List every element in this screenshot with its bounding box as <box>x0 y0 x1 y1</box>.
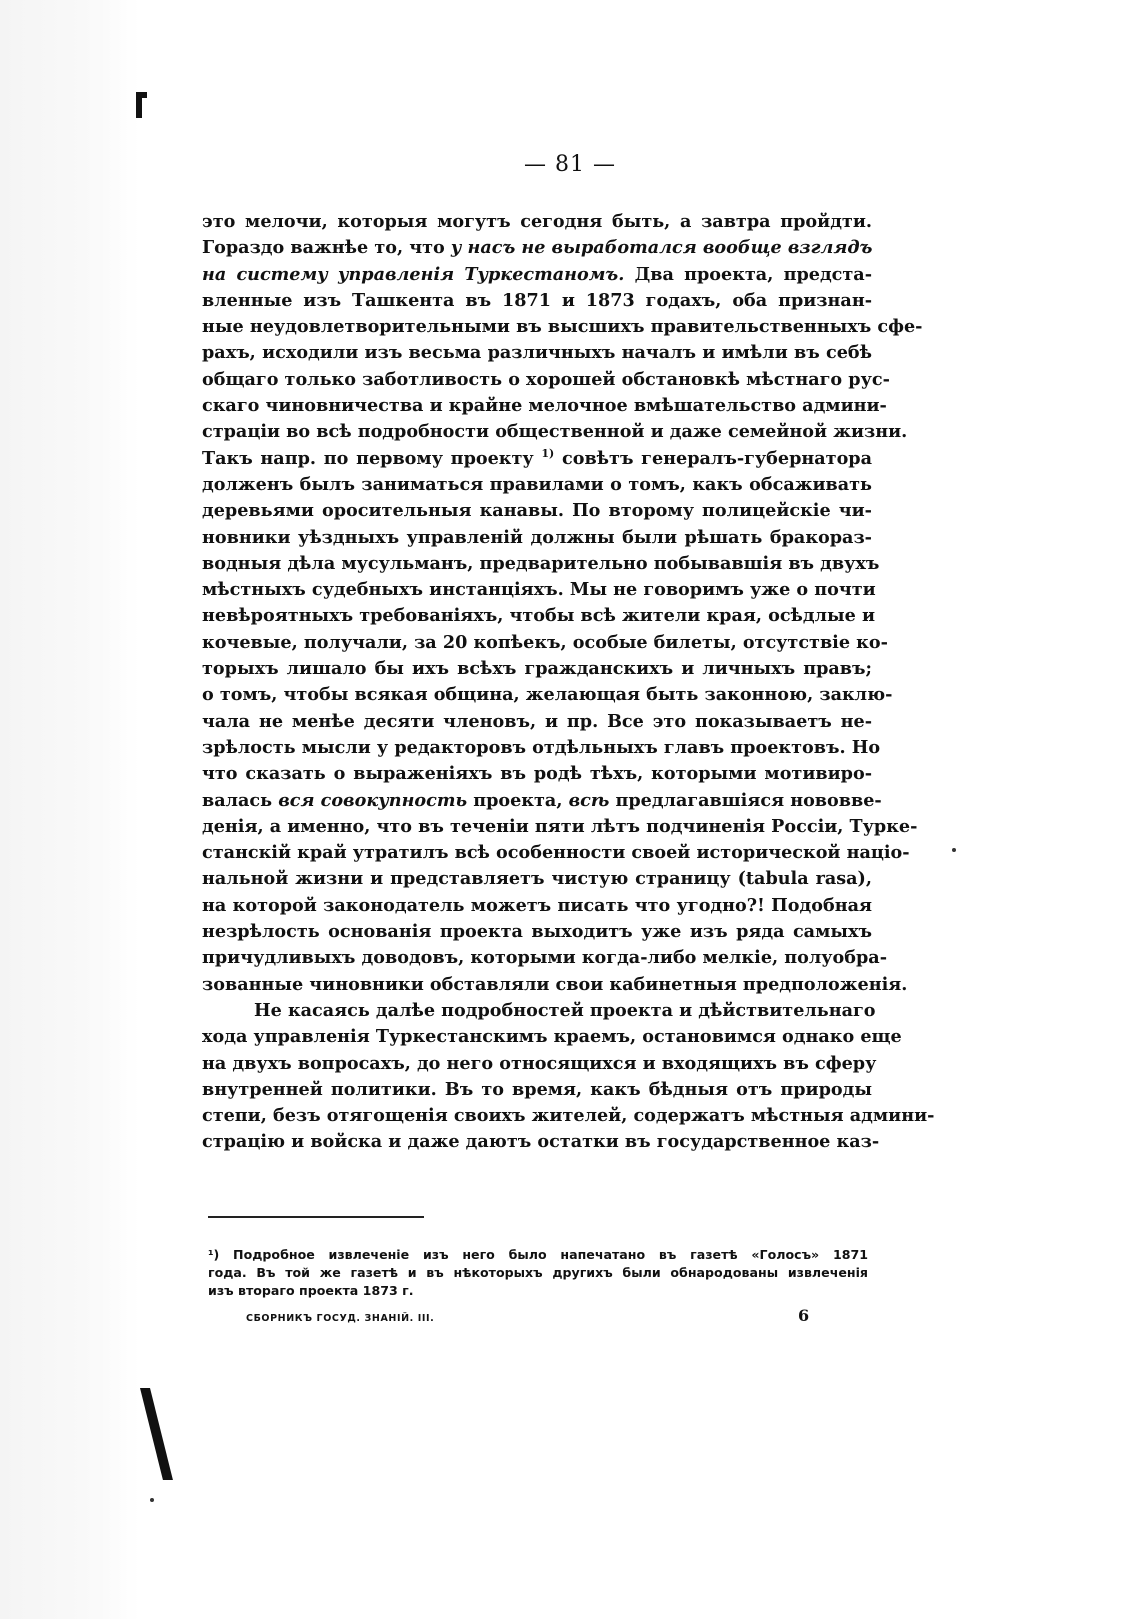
text-run: чала не менѣе десяти членовъ, и пр. Все это показываетъ не- <box>202 710 872 732</box>
text-run: денія, а именно, что въ теченіи пяти лѣтъ подчиненія Россіи, Турке- <box>202 815 918 837</box>
text-line <box>202 893 872 919</box>
italic-run: всѣ <box>568 789 610 811</box>
text-line <box>202 577 876 603</box>
text-run: нальной жизни и представляетъ чистую страницу (tabula rasa), <box>202 868 872 890</box>
main-text <box>202 209 935 1156</box>
text-line <box>202 972 908 998</box>
text-line <box>202 814 918 840</box>
text-run: ные неудовлетворительными въ высшихъ правительственныхъ сфе- <box>202 316 923 338</box>
text-run: новники уѣздныхъ управленій должны были рѣшать бракораз- <box>202 526 872 548</box>
footnote-line: года. Въ той же газетѣ и въ нѣкоторыхъ другихъ были обнародованы извлеченія <box>208 1265 868 1280</box>
text-line <box>202 1024 902 1050</box>
text-run: зрѣлость мысли у редакторовъ отдѣльныхъ главъ проектовъ. Но <box>202 736 881 758</box>
text-line <box>202 288 872 314</box>
text-line <box>202 1103 935 1129</box>
text-line <box>202 709 872 735</box>
text-run: степи, безъ отягощенія своихъ жителей, содержатъ мѣстныя админи- <box>202 1105 935 1127</box>
text-run: кочевые, получали, за 20 копѣекъ, особые билеты, отсутствіе ко- <box>202 631 888 653</box>
text-run: долженъ былъ заниматься правилами о томъ, какъ обсаживать <box>202 473 872 495</box>
text-line <box>202 919 872 945</box>
text-run: невѣроятныхъ требованіяхъ, чтобы всѣ жители края, осѣдлые и <box>202 605 876 627</box>
text-line <box>202 998 876 1024</box>
text-run: Гораздо важнѣе то, что <box>202 237 451 259</box>
text-run: Два проекта, предста- <box>624 263 872 285</box>
printers-signature: СБОРНИКЪ ГОСУД. ЗНАНІЙ. III. <box>246 1313 435 1324</box>
text-run: это мелочи, которыя могутъ сегодня быть, а завтра пройдти. <box>202 211 872 232</box>
text-run: рахъ, исходили изъ весьма различныхъ началъ и имѣли въ себѣ <box>202 342 872 364</box>
text-run: что сказать о выраженіяхъ въ родѣ тѣхъ, которыми мотивиро- <box>202 763 872 785</box>
scan-corner-mark <box>136 92 142 118</box>
footnote <box>208 1246 868 1300</box>
text-line <box>202 498 872 524</box>
text-line <box>202 419 908 445</box>
text-line <box>202 761 872 787</box>
text-line <box>202 630 888 656</box>
text-line <box>202 682 893 708</box>
text-run: водныя дѣла мусульманъ, предварительно побывавшія въ двухъ <box>202 552 880 574</box>
text-line <box>202 446 872 472</box>
text-run: вленные изъ Ташкента въ 1871 и 1873 годахъ, оба признан- <box>202 289 872 311</box>
text-run: о томъ, чтобы всякая община, желающая быть законною, заклю- <box>202 684 893 706</box>
italic-run: у насъ не выработался вообще взглядъ <box>450 237 873 259</box>
text-line <box>202 367 890 393</box>
text-run: внутренней политики. Въ то время, какъ бѣдныя отъ природы <box>202 1078 872 1100</box>
text-line <box>202 340 872 366</box>
text-line <box>202 1129 880 1155</box>
page-number: — 81 — <box>524 152 616 177</box>
text-run: на которой законодатель можетъ писать что угодно?! Подобная <box>202 894 872 916</box>
scan-edge-stroke <box>140 1388 173 1480</box>
text-run: валась <box>202 789 279 811</box>
scan-speck <box>150 1498 154 1502</box>
text-line <box>202 551 880 577</box>
text-run: мѣстныхъ судебныхъ инстанціяхъ. Мы не говоримъ уже о почти <box>202 579 876 601</box>
text-line <box>202 393 887 419</box>
text-line <box>202 209 872 235</box>
text-line <box>202 1051 877 1077</box>
text-run: страціи во всѣ подробности общественной и даже семейной жизни. <box>202 421 908 443</box>
text-line <box>202 262 872 288</box>
scan-margin-shade <box>0 0 140 1619</box>
footnote-line: изъ втораго проекта 1873 г. <box>208 1283 414 1298</box>
text-run: причудливыхъ доводовъ, которыми когда-либо мелкіе, полуобра- <box>202 947 888 969</box>
text-run: Такъ напр. по первому проекту <box>202 447 542 469</box>
footnote-rule <box>208 1216 424 1218</box>
text-line <box>202 945 888 971</box>
text-run: торыхъ лишало бы ихъ всѣхъ гражданскихъ и личныхъ правъ; <box>202 658 872 680</box>
text-run: хода управленія Туркестанскимъ краемъ, остановимся однако еще <box>202 1026 902 1048</box>
text-run: Не касаясь далѣе подробностей проекта и дѣйствительнаго <box>254 999 876 1021</box>
italic-run: на систему управленія Туркестаномъ. <box>202 263 625 285</box>
text-run: совѣтъ генералъ-губернатора <box>554 447 873 469</box>
text-line <box>202 603 876 629</box>
italic-run: вся совокупность <box>278 789 468 811</box>
footnote-line: ¹) Подробное извлеченіе изъ него было напечатано въ газетѣ «Голосъ» 1871 <box>208 1247 868 1262</box>
text-line <box>202 656 872 682</box>
text-run: предлагавшіяся нововве- <box>609 789 882 811</box>
text-line <box>202 235 872 261</box>
text-line <box>202 314 923 340</box>
text-run: незрѣлость основанія проекта выходитъ уже изъ ряда самыхъ <box>202 921 872 943</box>
text-run: деревьями оросительныя канавы. По второму полицейскіе чи- <box>202 500 872 522</box>
text-run: станскій край утратилъ всѣ особенности своей исторической націо- <box>202 842 910 864</box>
text-line <box>202 866 872 892</box>
text-run: зованные чиновники обставляли свои кабинетныя предположенія. <box>202 973 908 995</box>
text-line <box>202 525 872 551</box>
text-line <box>202 840 910 866</box>
text-line <box>202 788 882 814</box>
text-run: скаго чиновничества и крайне мелочное вмѣшательство админи- <box>202 395 887 417</box>
text-run: общаго только заботливость о хорошей обстановкѣ мѣстнаго рус- <box>202 368 890 390</box>
text-line <box>202 1077 872 1103</box>
scan-speck <box>952 848 956 852</box>
text-run: страцію и войска и даже даютъ остатки въ государственное каз- <box>202 1131 880 1153</box>
footnote-marker: 1) <box>541 446 555 460</box>
text-line <box>202 472 872 498</box>
text-run: проекта, <box>467 789 569 811</box>
text-line <box>202 735 881 761</box>
text-run: на двухъ вопросахъ, до него относящихся и входящихъ въ сферу <box>202 1052 877 1074</box>
sheet-number: 6 <box>798 1306 810 1325</box>
